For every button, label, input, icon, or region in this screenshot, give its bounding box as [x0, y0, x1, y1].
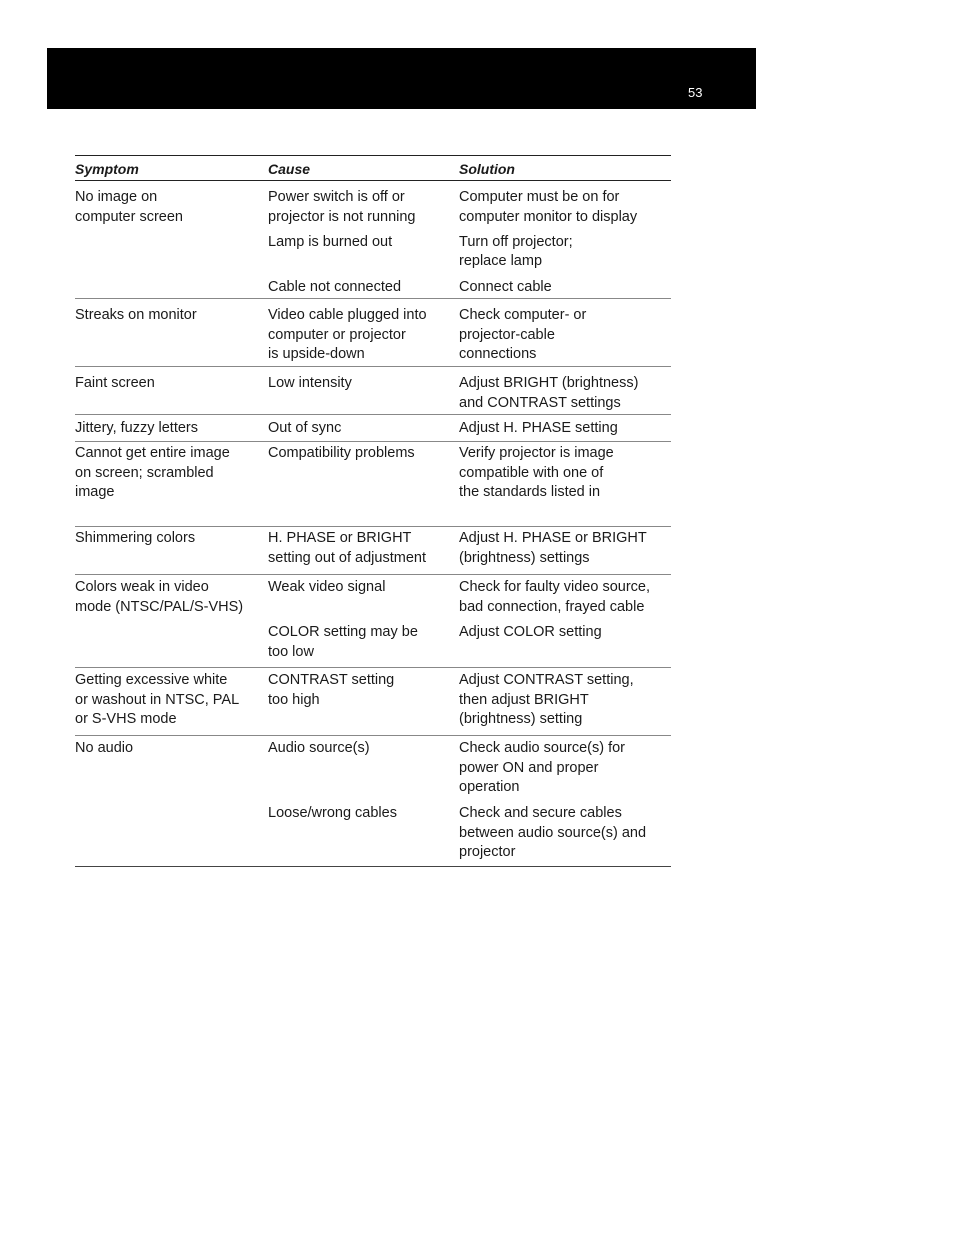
solution-cell: Check for faulty video source, bad connection, frayed cable: [459, 579, 651, 615]
header-solution: Solution: [459, 160, 515, 177]
solution-cell: Adjust H. PHASE setting: [459, 420, 618, 436]
symptom-cell: No image on computer screen: [75, 189, 183, 225]
cause-cell: Power switch is off or projector is not running: [268, 189, 416, 225]
cause-cell: Low intensity: [268, 375, 352, 391]
solution-cell: Check and secure cables between audio source(s) and projector: [459, 805, 647, 861]
cause-cell: Cable not connected: [268, 279, 402, 296]
table-header: [75, 155, 671, 181]
symptom-cell: Colors weak in video mode (NTSC/PAL/S-VHS): [75, 579, 244, 615]
solution-cell: Adjust H. PHASE or BRIGHT (brightness) settings: [459, 530, 647, 566]
solution-cell: Turn off projector; replace lamp: [459, 233, 573, 270]
table-row: [75, 527, 671, 575]
solution-cell: Computer must be on for computer monitor to display: [459, 189, 638, 225]
solution-cell: Adjust BRIGHT (brightness) and CONTRAST settings: [459, 375, 639, 411]
table-row: [75, 442, 671, 527]
symptom-cell: Cannot get entire image on screen; scrambled image: [75, 445, 230, 501]
cause-cell: Loose/wrong cables: [268, 805, 397, 821]
symptom-cell: No audio: [75, 740, 134, 756]
symptom-cell: Streaks on monitor: [75, 307, 197, 323]
cause-cell: Lamp is burned out: [268, 233, 393, 250]
table-row: [75, 367, 671, 415]
cause-cell: H. PHASE or BRIGHT setting out of adjustment: [268, 530, 426, 566]
solution-cell: Check audio source(s) for power ON and proper operation: [459, 740, 626, 796]
header-symptom: Symptom: [75, 160, 139, 177]
header-cause: Cause: [268, 160, 311, 177]
solution-cell: Adjust CONTRAST setting, then adjust BRIGHT (brightness) setting: [459, 672, 634, 728]
cause-cell: Out of sync: [268, 420, 342, 436]
header-bar: [47, 48, 756, 109]
table-row: [75, 668, 671, 736]
cause-cell: Compatibility problems: [268, 445, 415, 461]
solution-cell: Verify projector is image compatible with one of the standards listed in: [459, 445, 614, 501]
cause-cell: Video cable plugged into computer or projector is upside-down: [268, 307, 427, 363]
cause-cell: Weak video signal: [268, 579, 386, 595]
solution-cell: Check computer- or projector-cable connections: [459, 307, 587, 363]
solution-cell: Connect cable: [459, 279, 552, 296]
table-row: [75, 299, 671, 367]
solution-cell: Adjust COLOR setting: [459, 624, 602, 640]
symptom-cell: Jittery, fuzzy letters: [75, 420, 199, 436]
table-row: [75, 415, 671, 442]
symptom-cell: Shimmering colors: [75, 530, 196, 546]
cause-cell: COLOR setting may be too low: [268, 624, 418, 660]
troubleshooting-table: [75, 155, 671, 867]
table-row: [75, 181, 671, 299]
page-number: 53: [688, 85, 703, 100]
symptom-cell: Getting excessive white or washout in NTSC, PAL or S-VHS mode: [75, 672, 240, 728]
table-row: [75, 736, 671, 867]
cause-cell: CONTRAST setting too high: [268, 672, 395, 708]
symptom-cell: Faint screen: [75, 375, 155, 391]
table-row: [75, 575, 671, 668]
cause-cell: Audio source(s): [268, 740, 370, 756]
